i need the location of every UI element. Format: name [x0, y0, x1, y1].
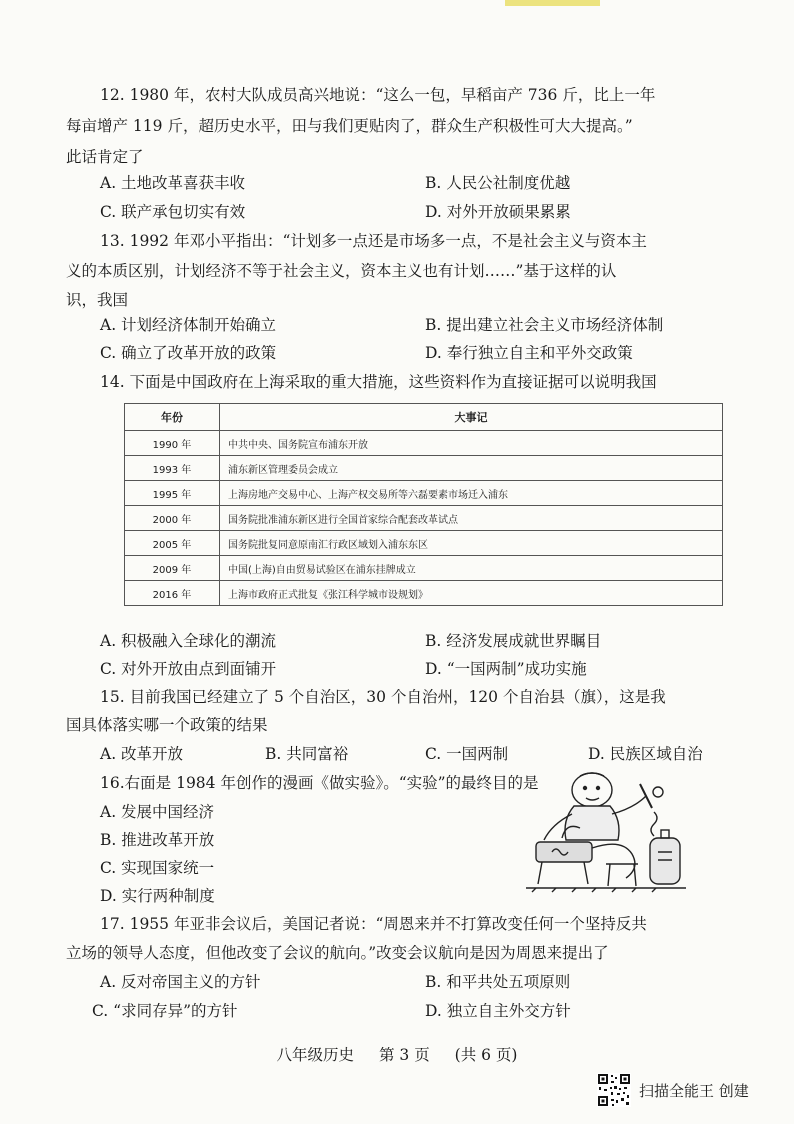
table-row — [125, 481, 723, 506]
table-cell-year: 2000 年 — [125, 506, 220, 531]
table-header-year: 年份 — [125, 404, 220, 431]
table-cell-year: 1995 年 — [125, 481, 220, 506]
q13-stem-line-1: 13. 1992 年邓小平指出：“计划多一点还是市场多一点，不是社会主义与资本主 — [100, 232, 647, 250]
footer-subject: 八年级历史 — [276, 1046, 355, 1064]
q14-stem: 14. 下面是中国政府在上海采取的重大措施，这些资料作为直接证据可以说明我国 — [100, 373, 657, 391]
table-cell-event: 国务院批复同意原南汇行政区域划入浦东东区 — [220, 531, 723, 556]
q14-events-table — [124, 403, 723, 606]
q12-stem-line-3: 此话肯定了 — [66, 148, 144, 166]
q13-option-b: B. 提出建立社会主义市场经济体制 — [425, 316, 664, 334]
q17-option-c: C. “求同存异”的方针 — [92, 1002, 238, 1020]
table-cell-year: 2016 年 — [125, 581, 220, 606]
table-cell-year: 1990 年 — [125, 431, 220, 456]
table-row — [125, 531, 723, 556]
q14-option-c: C. 对外开放由点到面铺开 — [100, 660, 277, 678]
qr-code-icon — [597, 1073, 631, 1107]
q12-stem-line-1: 12. 1980 年，农村大队成员高兴地说：“这么一包，早稻亩产 736 斤，比上一年 — [100, 86, 656, 104]
q15-option-c: C. 一国两制 — [425, 745, 509, 763]
table-cell-event: 中共中央、国务院宣布浦东开放 — [220, 431, 723, 456]
table-cell-event: 上海房地产交易中心、上海产权交易所等六磊要素市场迁入浦东 — [220, 481, 723, 506]
q16-option-b: B. 推进改革开放 — [100, 831, 215, 849]
footer-total-pages: (共 6 页) — [454, 1046, 518, 1064]
q17-stem-line-1: 17. 1955 年亚非会议后，美国记者说：“周恩来并不打算改变任何一个坚持反共 — [100, 915, 647, 933]
q15-option-b: B. 共同富裕 — [265, 745, 349, 763]
table-cell-event: 浦东新区管理委员会成立 — [220, 456, 723, 481]
q13-stem-line-3: 识，我国 — [66, 291, 129, 309]
table-cell-year: 2009 年 — [125, 556, 220, 581]
table-row — [125, 506, 723, 531]
table-row — [125, 581, 723, 606]
q12-option-b: B. 人民公社制度优越 — [425, 174, 571, 192]
table-cell-event: 上海市政府正式批复《张江科学城市设规划》 — [220, 581, 723, 606]
q15-option-a: A. 改革开放 — [100, 745, 184, 763]
footer-page-number: 第 3 页 — [378, 1046, 430, 1064]
table-cell-year: 1993 年 — [125, 456, 220, 481]
table-row — [125, 431, 723, 456]
q14-option-b: B. 经济发展成就世界瞩目 — [425, 632, 602, 650]
q12-option-d: D. 对外开放硕果累累 — [425, 203, 571, 221]
q16-option-a: A. 发展中国经济 — [100, 803, 215, 821]
table-cell-event: 国务院批准浦东新区进行全国首家综合配套改革试点 — [220, 506, 723, 531]
q15-stem-line-1: 15. 目前我国已经建立了 5 个自治区，30 个自治州，120 个自治县（旗），这是我 — [100, 688, 666, 706]
q12-stem-line-2: 每亩增产 119 斤，超历史水平，田与我们更贴肉了，群众生产积极性可大大提高。” — [66, 117, 633, 135]
table-header-events: 大事记 — [220, 404, 723, 431]
scan-color-mark — [505, 0, 600, 6]
q16-option-c: C. 实现国家统一 — [100, 859, 215, 877]
q13-option-a: A. 计划经济体制开始确立 — [100, 316, 277, 334]
page-footer — [0, 1043, 794, 1065]
table-row — [125, 556, 723, 581]
q14-option-d: D. “一国两制”成功实施 — [425, 660, 587, 678]
table-row — [125, 456, 723, 481]
q15-option-d: D. 民族区域自治 — [588, 745, 703, 763]
q17-option-a: A. 反对帝国主义的方针 — [100, 973, 261, 991]
q12-option-a: A. 土地改革喜获丰收 — [100, 174, 246, 192]
q17-option-d: D. 独立自主外交方针 — [425, 1002, 571, 1020]
q16-stem: 16.右面是 1984 年创作的漫画《做实验》。“实验”的最终目的是 — [100, 774, 539, 792]
q12-option-c: C. 联产承包切实有效 — [100, 203, 246, 221]
q14-option-a: A. 积极融入全球化的潮流 — [100, 632, 277, 650]
q17-option-b: B. 和平共处五项原则 — [425, 973, 571, 991]
table-cell-event: 中国(上海)自由贸易试验区在浦东挂牌成立 — [220, 556, 723, 581]
q17-stem-line-2: 立场的领导人态度，但他改变了会议的航向。”改变会议航向是因为周恩来提出了 — [66, 944, 609, 962]
table-header-row — [125, 404, 723, 431]
q13-option-c: C. 确立了改革开放的政策 — [100, 344, 277, 362]
table-cell-year: 2005 年 — [125, 531, 220, 556]
q13-option-d: D. 奉行独立自主和平外交政策 — [425, 344, 633, 362]
q16-option-d: D. 实行两种制度 — [100, 887, 215, 905]
q15-stem-line-2: 国具体落实哪一个政策的结果 — [66, 716, 268, 734]
scanner-brand-label: 扫描全能王 创建 — [639, 1082, 749, 1100]
q13-stem-line-2: 义的本质区别，计划经济不等于社会主义，资本主义也有计划……”基于这样的认 — [66, 262, 617, 280]
cartoon-experiment-illustration — [522, 768, 690, 896]
